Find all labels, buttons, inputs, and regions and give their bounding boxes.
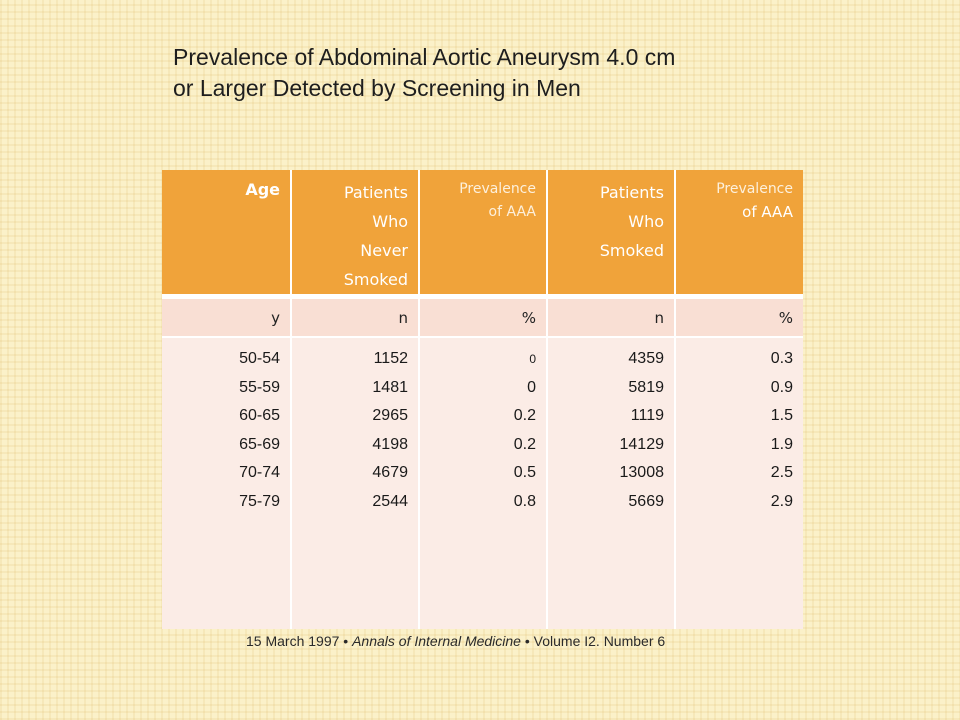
table-cell: 2.9 [770,492,793,510]
header-age: Age [162,170,291,297]
unit-smoked-prev: % [675,297,803,338]
column-never-smoked-n [291,337,419,629]
header-patients-smoked: Patients Who Smoked [547,170,675,297]
table-cell: 2965 [372,407,408,424]
table-cell: 0.2 [513,435,536,453]
table-cell: 4359 [628,350,664,367]
column-smoked-prev [675,337,803,629]
table-cell: 2544 [372,492,408,510]
table-cell: 55-59 [239,378,280,396]
citation [246,633,806,649]
unit-never-smoked-prev: % [419,297,547,338]
header-patients-never-smoked: Patients Who Never Smoked [291,170,419,297]
table-cell: 0.5 [513,464,536,481]
table-cell: 65-69 [239,435,280,453]
title-line-1: Prevalence of Abdominal Aortic Aneurysm 4.0 cm [173,44,676,70]
table-cell: 5819 [628,378,664,396]
header-prevalence-smoked: Prevalence of AAA [675,170,803,297]
unit-smoked-n: n [547,297,675,338]
table-cell: 50-54 [239,350,280,367]
column-smoked-n [547,337,675,629]
table-cell: 2.5 [770,464,793,481]
table-cell: 1.5 [770,407,793,424]
table-cell: 70-74 [239,464,280,481]
table-cell: 60-65 [239,407,280,424]
header-prevalence-never-smoked: Prevalence of AAA [419,170,547,297]
table-cell: 0.3 [770,350,793,367]
table-cell: 1152 [373,350,408,367]
citation-volume: Volume I2. Number 6 [533,633,666,649]
table-cell: 0.8 [513,492,536,510]
unit-never-smoked-n: n [291,297,419,338]
table-cell: 1481 [372,378,408,396]
table-cell: 0.9 [770,378,793,396]
prevalence-table [162,170,803,629]
table-cell: 4198 [372,435,408,453]
bullet-separator: • [524,633,530,649]
table-cell: 14129 [619,435,664,453]
column-never-smoked-prev [419,337,547,629]
table-cell: 4679 [372,464,408,481]
unit-age: y [162,297,291,338]
slide-title [173,42,873,104]
table-cell: 0.2 [513,407,536,424]
table-cell: 75-79 [239,492,280,510]
title-line-2: or Larger Detected by Screening in Men [173,75,581,101]
data-row [162,337,803,629]
table-cell: 0 [527,378,536,396]
table-cell: 1119 [630,407,664,424]
units-row [162,297,803,338]
table-header-row [162,170,803,297]
table-cell: 1.9 [770,435,793,453]
bullet-separator: • [343,633,349,649]
citation-date: 15 March 1997 [246,633,340,649]
table-cell: 5669 [628,492,664,510]
table-cell: 0 [529,352,536,366]
column-age [162,337,291,629]
citation-journal: Annals of Internal Medicine [352,633,521,649]
table-cell: 13008 [619,464,664,481]
